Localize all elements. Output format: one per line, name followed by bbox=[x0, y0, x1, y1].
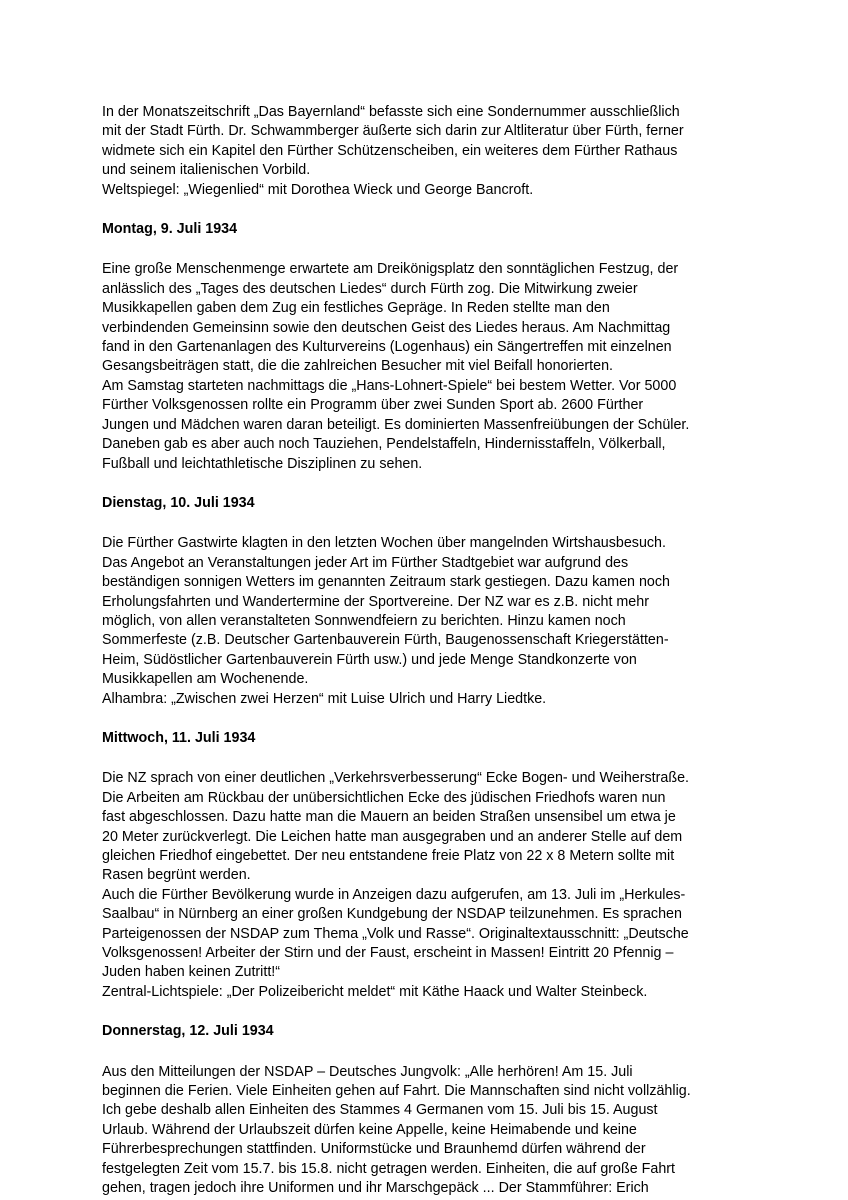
entry-thursday bbox=[102, 1022, 762, 1198]
intro-paragraph: In der Monatszeitschrift „Das Bayernland“ befasste sich eine Sondernummer ausschließlich mit der Stadt Fürth. Dr. Schwammberger äußerte sich darin zur Altliteratur über Fürth, ferner widmete sich ein Kapitel den Fürther Schützenscheiben, ein weiteres dem Fürther Rathaus und seinem italienischen Vorbild. Weltspiegel: „Wiegenlied“ mit Dorothea Wieck und George Bancroft. bbox=[102, 104, 684, 198]
entry-wednesday bbox=[102, 729, 762, 1002]
entry-tuesday bbox=[102, 494, 762, 709]
entry-monday bbox=[102, 220, 762, 474]
date-heading: Dienstag, 10. Juli 1934 bbox=[102, 494, 255, 511]
date-heading: Donnerstag, 12. Juli 1934 bbox=[102, 1023, 274, 1040]
document-page bbox=[102, 103, 762, 1199]
entry-paragraph: Die Fürther Gastwirte klagten in den letzten Wochen über mangelnden Wirtshausbesuch. Das Angebot an Veranstaltungen jeder Art im Fürther Stadtgebiet war aufgrund des beständigen sonnigen Wetters im genannten Zeitraum stark gestiegen. Dazu kamen noch Erholungsfahrten und Wandertermine der Sportvereine. Der NZ war es z.B. nicht mehr möglich, von allen veranstalteten Sonnwendfeiern zu berichten. Hinzu kamen noch Sommerfeste (z.B. Deutscher Gartenbauverein Fürth, Baugenossenschaft Kriegerstätten- Heim, Südöstlicher Gartenbauverein Fürth usw.) und jede Menge Standkonzerte von Musikkapellen am Wochenende. Alhambra: „Zwischen zwei Herzen“ mit Luise Ulrich und Harry Liedtke. bbox=[102, 535, 670, 707]
entry-paragraph: Aus den Mitteilungen der NSDAP – Deutsches Jungvolk: „Alle herhören! Am 15. Juli beginnen die Ferien. Viele Einheiten gehen auf Fahrt. Die Mannschaften sind nicht vollzählig. Ich gebe deshalb allen Einheiten des Stammes 4 Germanen vom 15. Juli bis 15. August Urlaub. Während der Urlaubszeit dürfen keine Appelle, keine Heimabende und keine Führerbesprechungen stattfinden. Uniformstücke und Braunhemd dürfen während der festgelegten Zeit vom 15.7. bis 15.8. nicht getragen werden. Einheiten, die auf große Fahrt gehen, tragen jedoch ihre Uniformen und ihr Marschgepäck ... Der Stammführer: Erich bbox=[102, 1063, 691, 1197]
date-heading: Mittwoch, 11. Juli 1934 bbox=[102, 729, 256, 746]
entry-paragraph: Eine große Menschenmenge erwartete am Dreikönigsplatz den sonntäglichen Festzug, der anlässlich des „Tages des deutschen Liedes“ durch Fürth zog. Die Mitwirkung zweier Musikkapellen gaben dem Zug ein festliches Gepräge. In Reden stellte man den verbindenden Gemeinsinn sowie den deutschen Geist des Liedes heraus. Am Nachmittag fand in den Gartenanlagen des Kulturvereins (Logenhaus) ein Sängertreffen mit einzelnen Gesangsbeiträgen statt, die die zahlreichen Besucher mit viel Beifall honorierten. Am Samstag starteten nachmittags die „Hans-Lohnert-Spiele“ bei bestem Wetter. Vor 5000 Fürther Volksgenossen rollte ein Programm über zwei Sunden Sport ab. 2600 Fürther Jungen und Mädchen waren daran beteiligt. Es dominierten Massenfreiübungen der Schüler. Daneben gab es aber auch noch Tauziehen, Pendelstaffeln, Hindernisstaffeln, Völkerball, Fußball und leichtathletische Disziplinen zu sehen. bbox=[102, 261, 690, 472]
date-heading: Montag, 9. Juli 1934 bbox=[102, 221, 238, 238]
entry-paragraph: Die NZ sprach von einer deutlichen „Verkehrsverbesserung“ Ecke Bogen- und Weiherstraße. Die Arbeiten am Rückbau der unübersichtlichen Ecke des jüdischen Friedhofs waren nun fast abgeschlossen. Dazu hatte man die Mauern an beiden Straßen unsensibel um etwa je 20 Meter zurückverlegt. Die Leichen hatte man ausgegraben und an anderer Stelle auf dem gleichen Friedhof eingebettet. Der neu entstandene freie Platz von 22 x 8 Metern sollte mit Rasen begrünt werden. Auch die Fürther Bevölkerung wurde in Anzeigen dazu aufgerufen, am 13. Juli im „Herkules- Saalbau“ in Nürnberg an einer großen Kundgebung der NSDAP teilzunehmen. Es sprachen Parteigenossen der NSDAP zum Thema „Volk und Rasse“. Originaltextausschnitt: „Deutsche Volksgenossen! Arbeiter der Stirn und der Faust, erscheint in Massen! Eintritt 20 Pfennig – Juden haben keinen Zutritt!“ Zentral-Lichtspiele: „Der Polizeibericht meldet“ mit Käthe Haack und Walter Steinbeck. bbox=[102, 770, 689, 1000]
